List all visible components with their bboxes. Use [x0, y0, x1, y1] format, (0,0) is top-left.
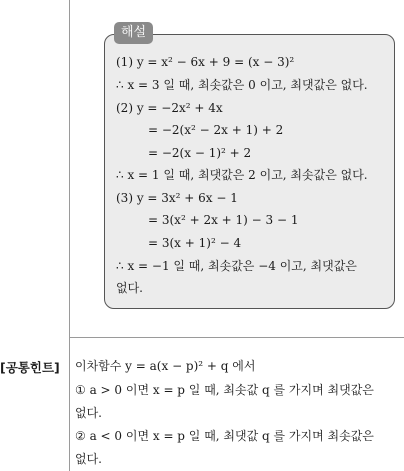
solution-line: = −2(x − 1)² + 2	[148, 146, 252, 160]
hint-line: 이차함수 y = a(x − p)² + q 에서	[75, 359, 256, 373]
margin-rule	[69, 0, 70, 471]
solution-line: 없다.	[116, 281, 143, 295]
solution-line: = 3(x² + 2x + 1) − 3 − 1	[148, 213, 299, 227]
solution-tag: 해설	[114, 22, 153, 44]
hint-line: ② a < 0 이면 x = p 일 때, 최댓값 q 를 가지며 최솟값은	[75, 429, 374, 443]
common-hint-label: [공통힌트]	[0, 360, 60, 375]
section-divider	[69, 337, 404, 338]
hint-line: ① a > 0 이면 x = p 일 때, 최솟값 q 를 가지며 최댓값은	[75, 383, 374, 397]
hint-line: 없다.	[75, 406, 102, 420]
solution-line: (3) y = 3x² + 6x − 1	[116, 191, 238, 205]
solution-line: (1) y = x² − 6x + 9 = (x − 3)²	[116, 55, 295, 69]
solution-line: = 3(x + 1)² − 4	[148, 236, 242, 250]
solution-line: ∴ x = 3 일 때, 최솟값은 0 이고, 최댓값은 없다.	[116, 78, 368, 92]
solution-line: (2) y = −2x² + 4x	[116, 101, 223, 115]
hint-line: 없다.	[75, 452, 102, 466]
solution-line: ∴ x = −1 일 때, 최솟값은 −4 이고, 최댓값은	[116, 259, 357, 273]
solution-line: ∴ x = 1 일 때, 최댓값은 2 이고, 최솟값은 없다.	[116, 168, 368, 182]
solution-line: = −2(x² − 2x + 1) + 2	[148, 123, 284, 137]
